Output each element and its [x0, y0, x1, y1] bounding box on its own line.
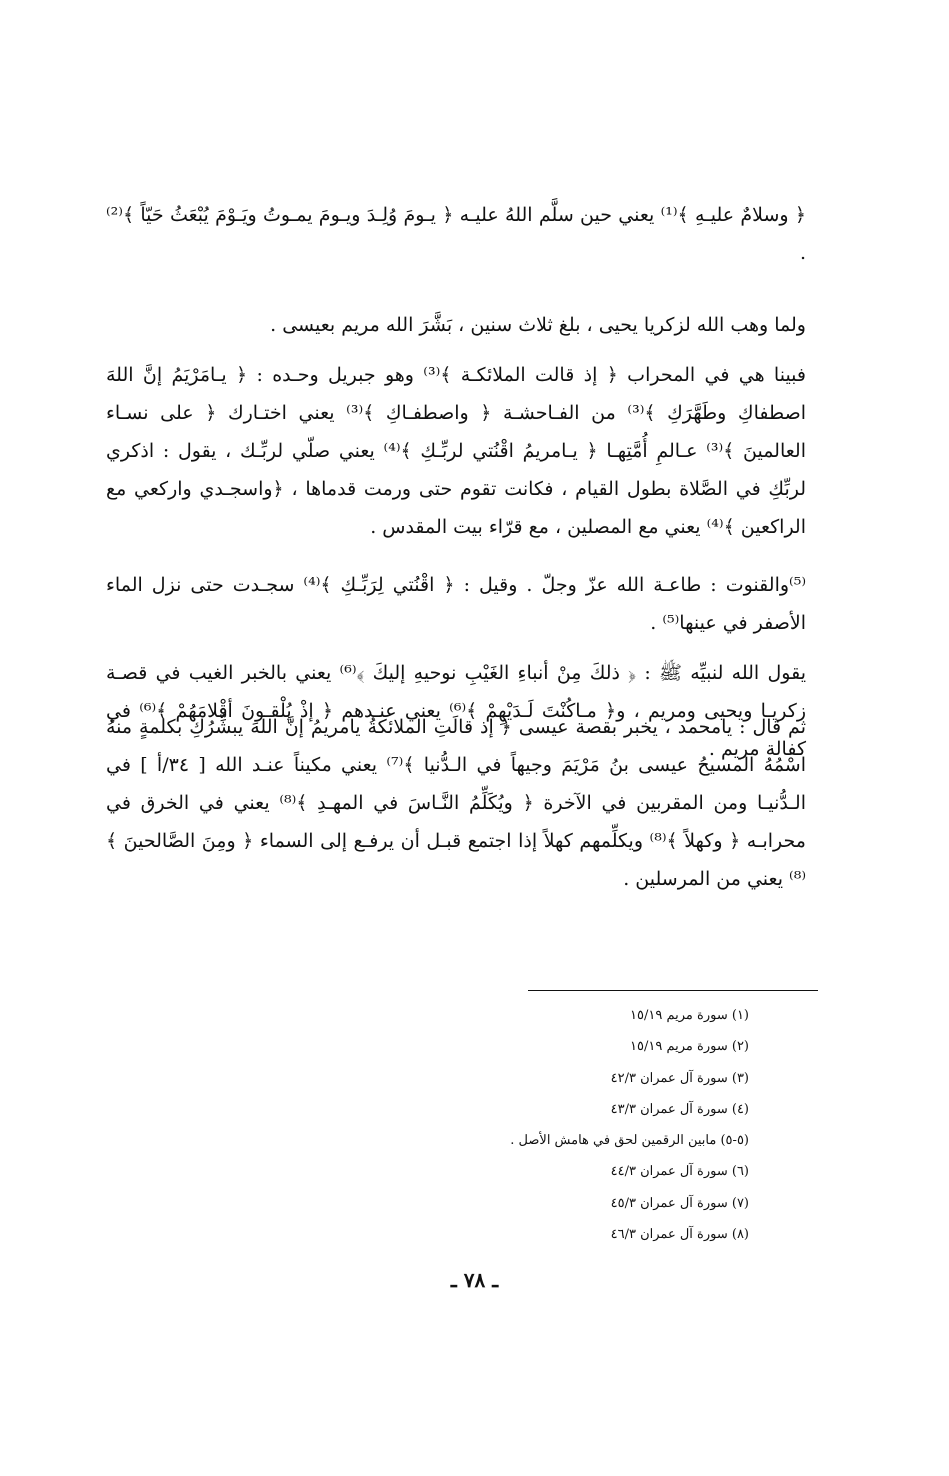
paragraph-5-text: يقول الله لنبيِّه ﷺ : ﴿ ذلكَ مِنْ أنباءِ الغَيْبِ نوحيهِ إليكَ ﴾⁽⁶⁾ يعني بالخبر الغيب في قصـة زكريـا ويحيى ومريم ، و﴿ مـاكُنْتَ لَـدَيْهِمْ ﴾⁽⁶⁾ يعني عنـدهم ﴿ إذْ يُلْقـونَ أقْلامَهُمْ ﴾⁽⁶⁾ في كفالة مريم .	[106, 662, 806, 760]
footnote-divider	[528, 990, 818, 991]
paragraph-3	[106, 356, 806, 546]
paragraph-6-text: ثم قال : يامحمد ، يخبر بقصة عيسى ﴿ إذ قالَتِ الملائكةُ يامريمُ إنَّ اللهَ يبشِّرُكِ بكلمةٍ منهُ اسْمُهُ المسيحُ عيسى بنُ مَرْيَمَ وجيهاً في الـدُّنيا ﴾⁽⁷⁾ يعني مكيناً عنـد الله [ ٣٤/أ ] في الـدُّنيـا ومن المقربين في الآخرة ﴿ ويُكَلِّمُ النَّـاسَ في المهـدِ ﴾⁽⁸⁾ يعني في الخرق في محرابـه ﴿ وكهلاً ﴾⁽⁸⁾ ويكلِّمهم كهلاً إذا اجتمع قبـل أن يرفـع إلى السماء ﴿ ومِنَ الصَّالحينَ ﴾⁽⁸⁾ يعني من المرسلين .	[106, 716, 806, 890]
footnote-1: (١) سورة مريم ١٥/١٩	[630, 1008, 749, 1023]
footnote-8: (٨) سورة آل عمران ٤٦/٣	[610, 1227, 749, 1243]
footnote-3: (٣) سورة آل عمران ٤٢/٣	[610, 1070, 749, 1086]
footnote-4: (٤) سورة آل عمران ٤٣/٣	[610, 1101, 749, 1117]
paragraph-6	[106, 708, 806, 898]
page-number: ـ ٧٨ ـ	[450, 1268, 499, 1292]
footnote-2: (٢) سورة مريم ١٥/١٩	[630, 1039, 749, 1055]
paragraph-4	[106, 566, 806, 642]
paragraph-1	[106, 196, 806, 272]
footnote-7: (٧) سورة آل عمران ٤٥/٣	[610, 1195, 749, 1211]
paragraph-2-text: ولما وهب الله لزكريا يحيى ، بلغ ثلاث سنين ، بَشَّرَ الله مريم بعيسى .	[270, 314, 806, 336]
paragraph-1-text: ﴿ وسلامٌ عليـهِ ﴾⁽¹⁾ يعني حين سلَّم اللهُ عليـه ﴿ يـومَ وُلِـدَ ويـومَ يمـوتُ ويَـوْمَ يُبْعَثُ حَيّاً ﴾⁽²⁾ .	[106, 204, 806, 264]
footnotes	[419, 1000, 749, 1250]
paragraph-2	[106, 306, 806, 344]
footnote-6: (٦) سورة آل عمران ٤٤/٣	[610, 1164, 749, 1180]
paragraph-3-text: فبينا هي في المحراب ﴿ إذ قالت الملائكـة ﴾⁽³⁾ وهو جبريل وحـده : ﴿ يـامَرْيَمُ إنَّ اللهَ اصطفاكِ وطَهَّرَكِ ﴾⁽³⁾ من الفـاحشـة ﴿ واصطفـاكِ ﴾⁽³⁾ يعني اختـارك ﴿ على نسـاء العالمينَ ﴾⁽³⁾ عـالمِ أُمَّتِهـا ﴿ يـامريمُ اقْنُتي لربِّـكِ ﴾⁽⁴⁾ يعني صلّي لربِّـك ، يقول : اذكري لربِّكِ في الصَّلاة بطول القيام ، فكانت تقوم حتى ورمت قدماها ، ﴿واسجـدي واركعي مع الراكعين ﴾⁽⁴⁾ يعني مع المصلين ، مع قرّاء بيت المقدس .	[106, 364, 806, 538]
footnote-5: (٥-٥) مابين الرقمين لحق في هامش الأصل .	[510, 1133, 749, 1149]
paragraph-4-text: ⁽⁵⁾والقنوت : طاعـة الله عزّ وجلّ . وقيل : ﴿ اقْنُتي لِرَبِّـكِ ﴾⁽⁴⁾ سجـدت حتى نزل الماء الأصفر في عينها⁽⁵⁾ .	[106, 574, 806, 634]
